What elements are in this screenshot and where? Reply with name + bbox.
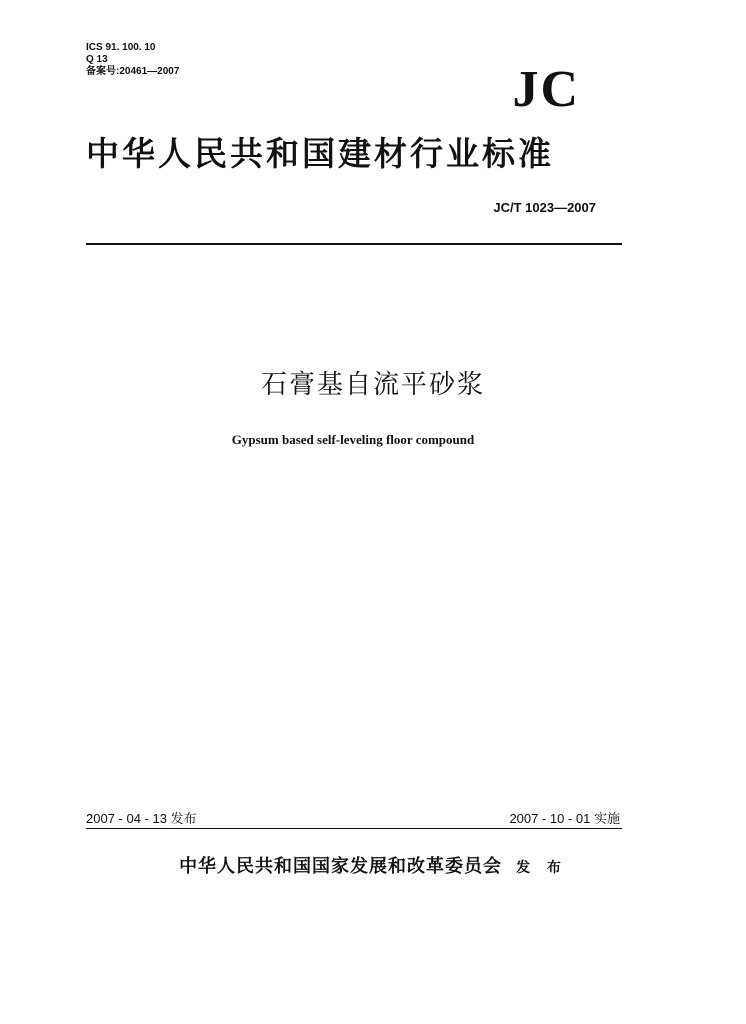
industry-standard-title: 中华人民共和国建材行业标准	[86, 134, 554, 173]
ics-code: ICS 91. 100. 10	[86, 42, 156, 53]
document-title-en: Gypsum based self-leveling floor compound	[231, 432, 475, 447]
standard-code: JC/T 1023—2007	[493, 200, 596, 215]
effective-date: 2007 - 10 - 01 实施	[509, 811, 620, 826]
document-title-cn: 石膏基自流平砂浆	[260, 370, 485, 400]
issuing-authority	[0, 853, 746, 882]
filing-number: 备案号:20461—2007	[86, 66, 180, 77]
issuer-name: 中华人民共和国国家发展和改革委员会	[179, 856, 503, 877]
issuer-action: 发 布	[516, 860, 567, 876]
header-divider	[86, 243, 622, 245]
classification-block	[86, 42, 179, 78]
issue-date: 2007 - 04 - 13 发布	[86, 811, 197, 826]
jc-logo-mark: JC	[512, 61, 580, 118]
ccs-code: Q 13	[86, 54, 108, 65]
footer-divider	[86, 828, 622, 829]
